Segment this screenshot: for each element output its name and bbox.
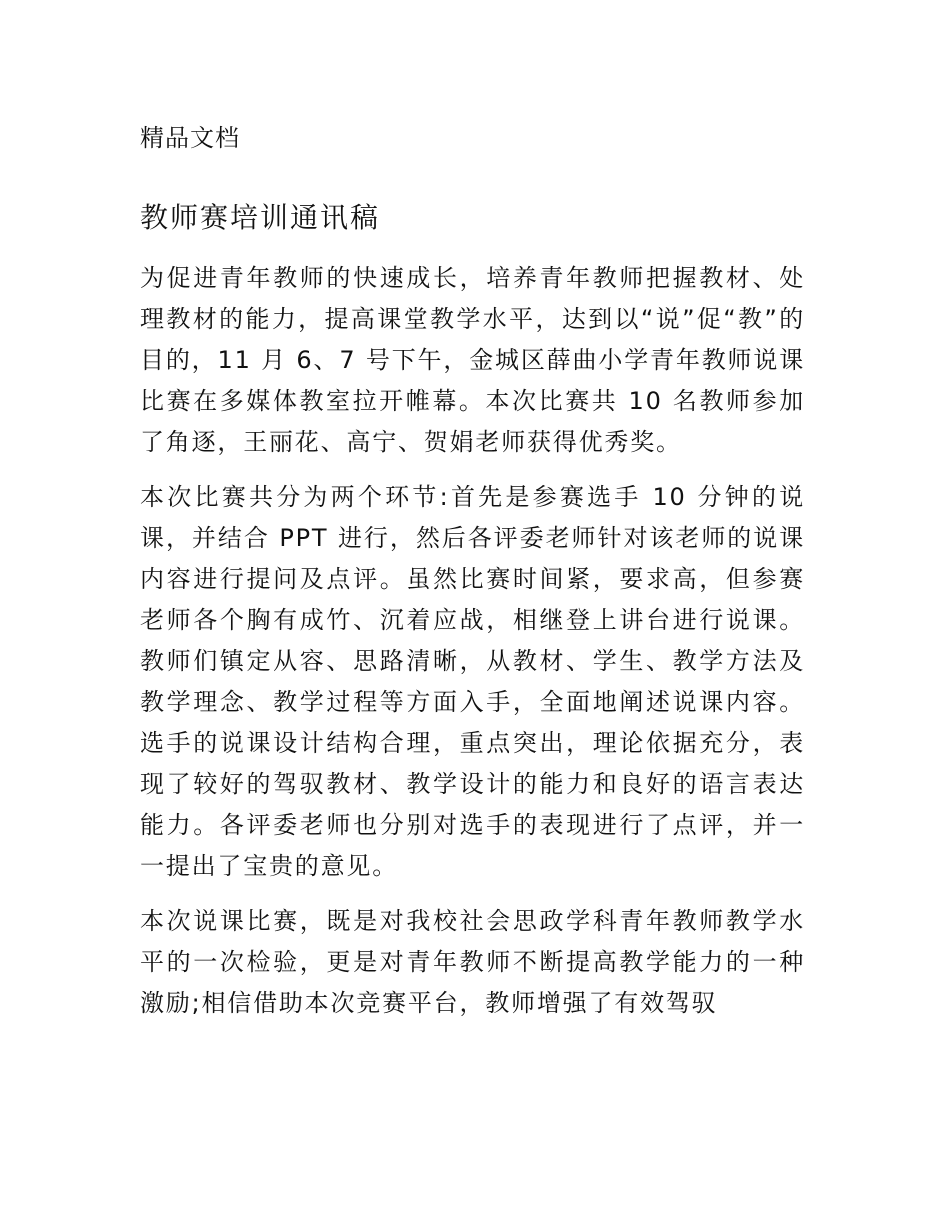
page-header-label: 精品文档: [140, 124, 240, 152]
paragraph-1: 为促进青年教师的快速成长，培养青年教师把握教材、处理教材的能力，提高课堂教学水平，达到以“说”促“教”的目的，11 月 6、7 号下午，金城区薛曲小学青年教师说课比赛在多媒体教室拉开帷幕。本次比赛共 10 名教师参加了角逐，王丽花、高宁、贺娟老师获得优秀奖。: [140, 264, 805, 456]
paragraph-3: 本次说课比赛，既是对我校社会思政学科青年教师教学水平的一次检验，更是对青年教师不断提高教学能力的一种激励;相信借助本次竞赛平台，教师增强了有效驾驭: [140, 907, 805, 1017]
document-title: 教师赛培训通讯稿: [140, 201, 381, 234]
paragraph-2: 本次比赛共分为两个环节:首先是参赛选手 10 分钟的说课，并结合 PPT 进行，然后各评委老师针对该老师的说课内容进行提问及点评。虽然比赛时间紧，要求高，但参赛老师各个胸有成竹、沉着应战，相继登上讲台进行说课。教师们镇定从容、思路清晰，从教材、学生、教学方法及教学理念、教学过程等方面入手，全面地阐述说课内容。选手的说课设计结构合理，重点突出，理论依据充分，表现了较好的驾驭教材、教学设计的能力和良好的语言表达能力。各评委老师也分别对选手的表现进行了点评，并一一提出了宝贵的意见。: [140, 483, 805, 880]
document-body: [140, 258, 805, 1038]
